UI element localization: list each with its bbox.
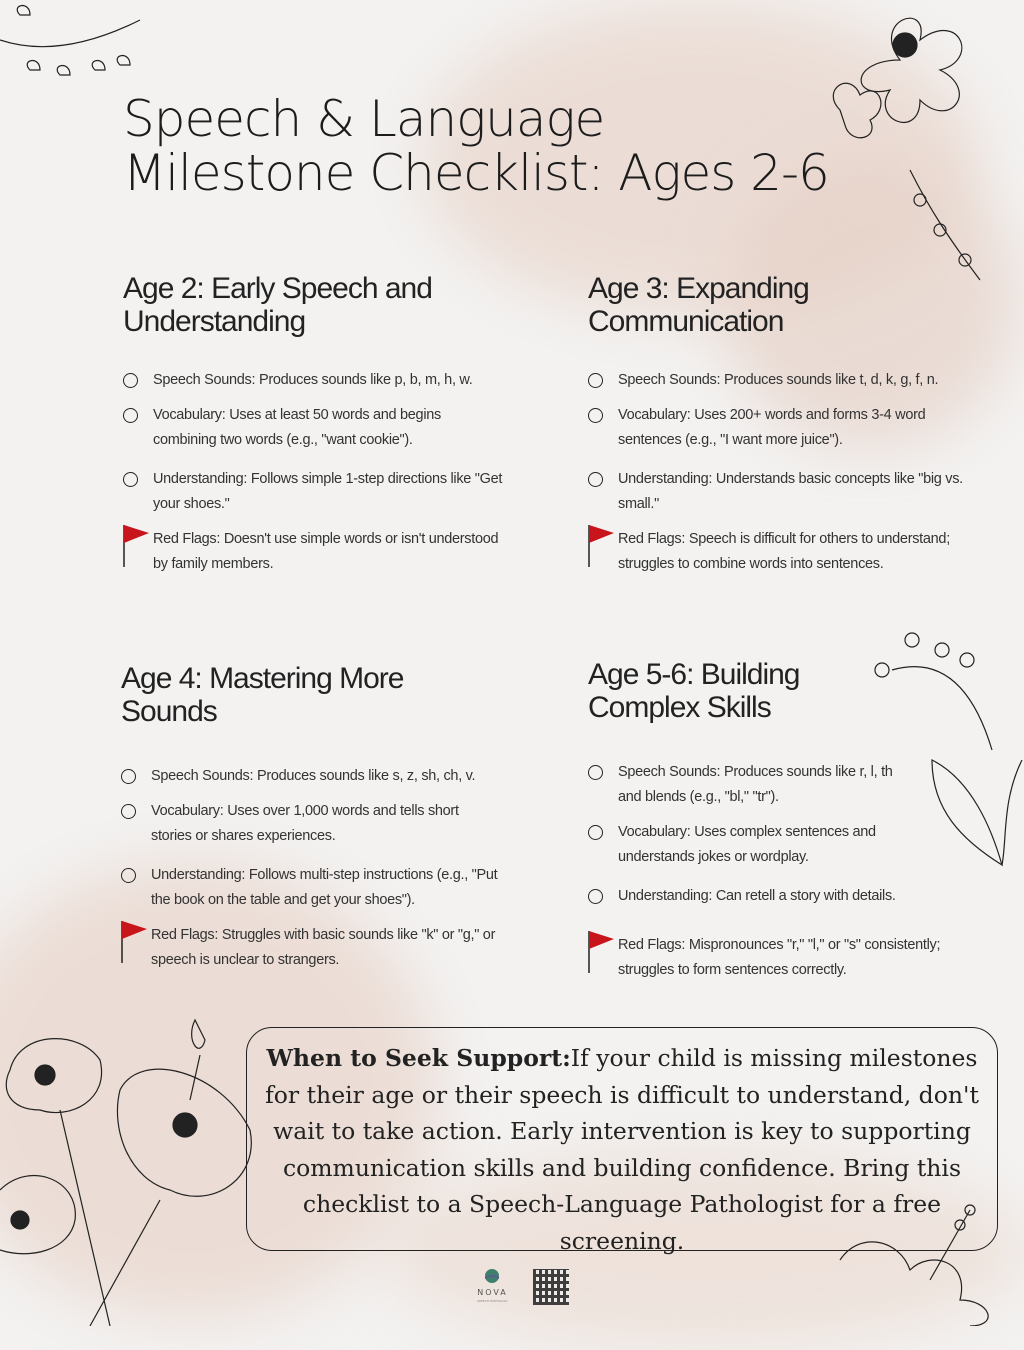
checklist-item[interactable] xyxy=(121,863,503,913)
item-text: Understanding: Can retell a story with details. xyxy=(618,888,896,904)
section-age-3 xyxy=(588,272,978,587)
red-flag-item xyxy=(123,527,503,577)
checklist-item[interactable] xyxy=(121,799,503,849)
item-text: Understanding: Follows multi-step instructions (e.g., "Put the book on the table and get your shoes"). xyxy=(151,867,498,908)
checklist-item[interactable] xyxy=(588,403,978,453)
red-flag-icon xyxy=(588,523,616,569)
item-text: Vocabulary: Uses complex sentences and understands jokes or wordplay. xyxy=(618,824,876,865)
qr-code[interactable] xyxy=(533,1269,569,1305)
red-flag-icon xyxy=(123,523,151,569)
section-age-2 xyxy=(123,272,503,587)
checklist-item[interactable] xyxy=(588,368,978,393)
item-text: Speech Sounds: Produces sounds like p, b, m, h, w. xyxy=(153,372,473,388)
floral-decoration-top-right xyxy=(780,0,1024,290)
red-flag-item xyxy=(588,933,968,983)
circle-checkbox-icon[interactable] xyxy=(588,373,603,388)
poppy-decoration-bottom-left xyxy=(0,1010,270,1326)
red-flag-item xyxy=(121,923,503,973)
item-text: Vocabulary: Uses over 1,000 words and tells short stories or shares experiences. xyxy=(151,803,459,844)
item-text: Speech Sounds: Produces sounds like s, z, sh, ch, v. xyxy=(151,768,476,784)
red-flag-icon xyxy=(121,919,149,965)
item-text: Speech Sounds: Produces sounds like t, d, k, g, f, n. xyxy=(618,372,939,388)
item-text: Red Flags: Struggles with basic sounds like "k" or "g," or speech is unclear to strangers. xyxy=(151,927,496,968)
support-text: If your child is missing milestones for their age or their speech is difficult to understand, don't wait to take action. Early intervention is key to supporting communication skills and building confidence. Bring this checklist to a Speech-Language Pathologist for a free screening. xyxy=(265,1044,979,1255)
item-text: Red Flags: Speech is difficult for others to understand; struggles to combine words into sentences. xyxy=(618,531,950,572)
checklist-item[interactable] xyxy=(588,884,968,909)
section-age-4 xyxy=(121,662,503,983)
circle-checkbox-icon[interactable] xyxy=(588,408,603,423)
checklist-item[interactable] xyxy=(123,467,503,517)
page-title xyxy=(123,92,829,200)
circle-checkbox-icon[interactable] xyxy=(121,868,136,883)
floral-decoration-right xyxy=(872,630,1024,870)
section-heading: Age 5-6: Building Complex Skills xyxy=(588,658,800,724)
checklist-item[interactable] xyxy=(123,403,503,453)
item-text: Red Flags: Mispronounces "r," "l," or "s" consistently; struggles to form sentences correctly. xyxy=(618,937,941,978)
circle-checkbox-icon[interactable] xyxy=(588,765,603,780)
circle-checkbox-icon[interactable] xyxy=(588,472,603,487)
logo-text: NOVA xyxy=(477,1288,508,1297)
circle-checkbox-icon[interactable] xyxy=(588,889,603,904)
circle-checkbox-icon[interactable] xyxy=(121,804,136,819)
red-flag-item xyxy=(588,527,978,577)
item-text: Vocabulary: Uses at least 50 words and begins combining two words (e.g., "want cookie"). xyxy=(153,407,441,448)
floral-decoration-top-left xyxy=(0,0,150,100)
item-text: Understanding: Understands basic concepts like "big vs. small." xyxy=(618,471,963,512)
checklist-item[interactable] xyxy=(588,467,978,517)
item-text: Understanding: Follows simple 1-step directions like "Get your shoes." xyxy=(153,471,503,512)
footer-logo xyxy=(465,1266,585,1322)
floral-decoration-bottom-right xyxy=(820,1200,1024,1326)
circle-checkbox-icon[interactable] xyxy=(121,769,136,784)
section-heading: Age 3: Expanding Communication xyxy=(588,272,809,338)
item-text: Red Flags: Doesn't use simple words or isn't understood by family members. xyxy=(153,531,499,572)
section-heading: Age 4: Mastering More Sounds xyxy=(121,662,404,728)
circle-checkbox-icon[interactable] xyxy=(588,825,603,840)
title-line-1: Speech & Language xyxy=(123,90,605,148)
item-text: Speech Sounds: Produces sounds like r, l, th and blends (e.g., "bl," "tr"). xyxy=(618,764,893,805)
nova-logo-icon xyxy=(484,1268,500,1284)
logo-subtext: SPEECH PATHOLOGY xyxy=(477,1299,508,1303)
circle-checkbox-icon[interactable] xyxy=(123,408,138,423)
circle-checkbox-icon[interactable] xyxy=(123,373,138,388)
item-text: Vocabulary: Uses 200+ words and forms 3-4 word sentences (e.g., "I want more juice"). xyxy=(618,407,926,448)
checklist-item[interactable] xyxy=(121,764,503,789)
checklist-item[interactable] xyxy=(123,368,503,393)
circle-checkbox-icon[interactable] xyxy=(123,472,138,487)
section-heading: Age 2: Early Speech and Understanding xyxy=(123,272,432,338)
title-line-2: Milestone Checklist: Ages 2-6 xyxy=(123,144,829,202)
support-label: When to Seek Support: xyxy=(266,1044,571,1072)
red-flag-icon xyxy=(588,929,616,975)
